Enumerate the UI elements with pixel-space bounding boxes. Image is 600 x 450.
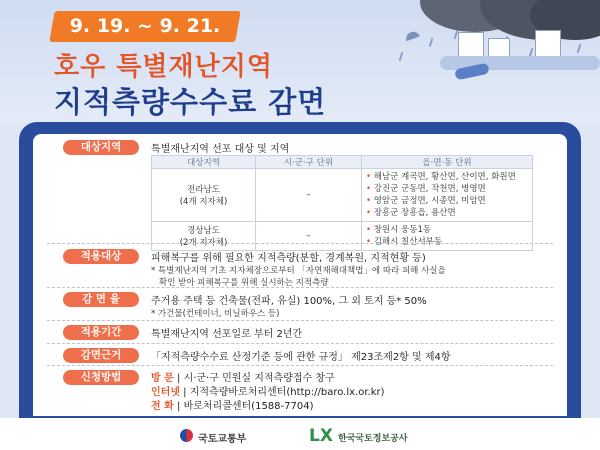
period-label: 적용기간: [63, 325, 139, 340]
ministry-name: 국토교통부: [198, 434, 247, 445]
method-value: 바로처리콜센터(1588-7704): [183, 401, 314, 412]
period-desc: 특별재난지역 선포일로 부터 2년간: [151, 329, 303, 340]
method-key: 방 문: [151, 373, 174, 384]
town-cell: • 창원시 웅동1동 • 김해시 칠산서부동: [362, 222, 533, 251]
method-key: 인터넷: [151, 387, 180, 398]
table-row: [152, 169, 533, 222]
town-cell: • 해남군 계곡면, 황산면, 산이면, 화원면 • 강진군 군동면, 작천면, 병영면 • 영암군 금정면, 시종면, 미암면 • 장흥군 장흥읍, 용산면: [362, 169, 533, 222]
reduction-note: * 가건물(컨테이너, 비닐하우스 등): [151, 309, 280, 319]
divider: [47, 243, 553, 244]
target-label: 대상지역: [63, 140, 139, 155]
apply-note: 확인 받아 피해복구를 위해 실시하는 지적측량: [159, 278, 329, 288]
town-item: 강진군 군동면, 작천면, 병영면: [373, 184, 486, 194]
divider: [47, 320, 553, 321]
apply-label: 적용대상: [63, 249, 139, 264]
title-line-1: 호우 특별재난지역: [54, 52, 273, 82]
method-value: 시·군·구 민원실 지적측량접수 창구: [183, 373, 335, 384]
province-count: (2개 지자체): [179, 238, 228, 248]
table-row: [152, 222, 533, 251]
header-banner: [0, 0, 600, 122]
regions-table: [151, 155, 533, 251]
method-key: 전 화: [151, 401, 174, 412]
method-item: [151, 369, 335, 384]
divider: [47, 343, 553, 344]
province-name: 전라남도: [187, 185, 220, 195]
basis-desc: 「지적측량수수료 산정기준 등에 관한 규정」 제23조제2항 및 제4항: [151, 352, 451, 363]
title-line-2: 지적측량수수료 감면: [54, 85, 327, 119]
province-cell: [152, 222, 256, 251]
province-count: (4개 지자체): [179, 197, 228, 207]
method-item: [151, 383, 385, 398]
town-item: 장흥군 장흥읍, 용산면: [373, 208, 456, 218]
reduction-label: 감 면 율: [63, 292, 139, 307]
divider: [47, 365, 553, 366]
basis-label: 감면근거: [63, 348, 139, 363]
city-unit-cell: –: [256, 169, 362, 222]
umbrella-icon: [404, 30, 420, 41]
method-divider: |: [177, 401, 184, 412]
apply-desc: 피해복구를 위해 필요한 지적측량(분할, 경계복원, 지적현황 등): [151, 253, 426, 264]
target-desc: 특별재난지역 선포 대상 및 지역: [151, 144, 290, 155]
rain-icon: [399, 52, 403, 61]
town-item: 창원시 웅동1동: [373, 225, 432, 235]
corp-name: 한국국토정보공사: [338, 434, 408, 444]
province-cell: [152, 169, 256, 222]
method-item: [151, 397, 314, 412]
city-unit-cell: –: [256, 222, 362, 251]
rain-icon: [429, 38, 433, 47]
town-item: 해남군 계곡면, 황산면, 산이면, 화원면: [373, 172, 516, 182]
table-header: 시·군·구 단위: [256, 156, 362, 169]
town-item: 영암군 금정면, 시종면, 미암면: [373, 196, 486, 206]
footer: [0, 418, 600, 450]
table-header: 읍·면·동 단위: [362, 156, 533, 169]
apply-note: * 특별재난지역 기초 지자체장으로부터 「자연재해대책법」에 따라 피해 사실을: [151, 266, 446, 276]
date-text: 9. 19. ~ 9. 21.: [69, 15, 221, 37]
method-divider: |: [183, 387, 190, 398]
house-icon: [458, 32, 484, 58]
rain-icon: [577, 44, 581, 53]
method-value[interactable]: 지적측량바로처리센터(http://baro.lx.or.kr): [189, 387, 385, 398]
town-item: 김해시 칠산서부동: [373, 237, 443, 247]
lx-logo-icon: LX: [309, 426, 333, 446]
table-header: 대상지역: [152, 156, 256, 169]
method-label: 신청방법: [63, 370, 139, 385]
ministry-logo-icon: [180, 429, 193, 442]
divider: [47, 287, 553, 288]
province-name: 경상남도: [187, 226, 220, 236]
reduction-desc: 주거용 주택 등 건축물(전파, 유실) 100%, 그 외 토지 등* 50%: [151, 296, 427, 307]
method-divider: |: [177, 373, 184, 384]
house-icon: [535, 30, 561, 58]
